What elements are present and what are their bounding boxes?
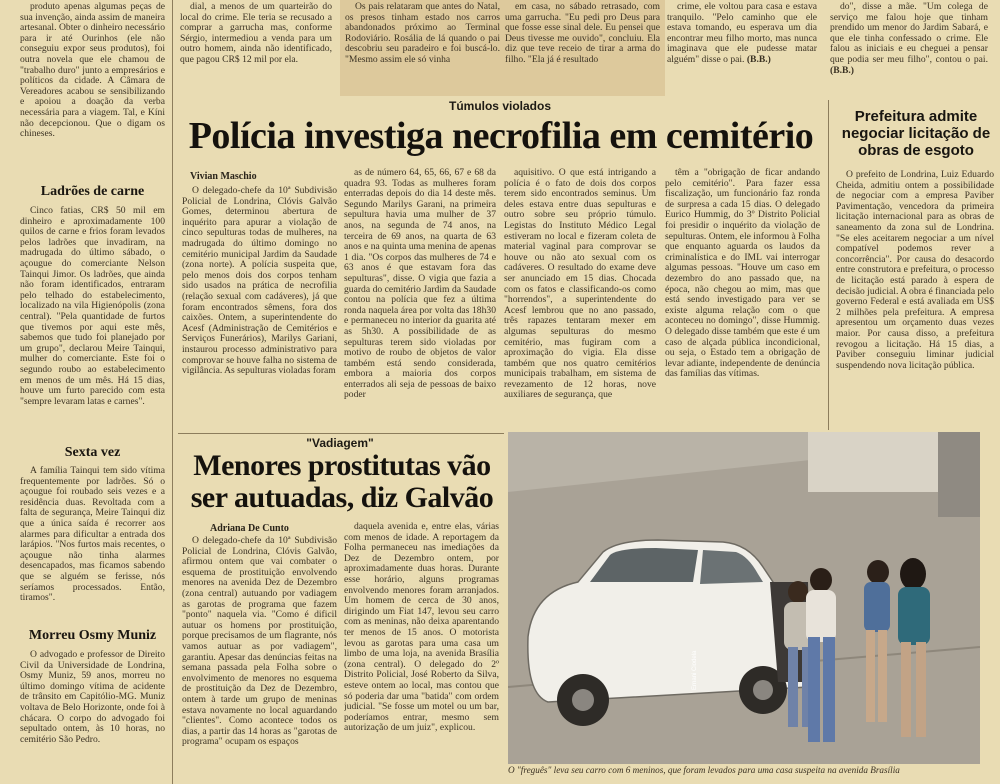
top-strip-col1-text: dial, a menos de um quarteirão do local do crime. Ele teria se recusado a comprar a garrucha mas, conforme Sérgio, intermediou a venda para um outro homem, ainda não identificado, que pagou CR$ 12 mil por ela.	[180, 2, 332, 65]
photo-caption: O "freguês" leva seu carro com 6 meninos, que foram levados para uma casa suspeita na avenida Brasília	[508, 765, 900, 775]
column-rule-left	[172, 0, 173, 784]
main-story-byline: Vivian Maschio	[190, 171, 257, 182]
left-top-article-text: produto apenas algumas peças de sua invenção, ainda assim de maneira artesanal. Obter o dinheiro necessário para ir até Ourinhos (ele não conseguiu expor seus produtos), foi outra novela que ele chamou de "trabalho duro" junto a empresários e políticos da cidade. A Câmara de Vereadores acabou se sensibilizando e apoiou a doação da verba necessária para a viagem. Tal, e Kíni não decepcionou. Que o digam os chineses.	[20, 2, 165, 140]
second-story-byline: Adriana De Cunto	[210, 523, 289, 534]
ladroes-heading: Ladrões de carne	[40, 184, 145, 199]
top-strip-col4-signature: (B.B.)	[746, 53, 771, 65]
main-story-kicker: Túmulos violados	[448, 99, 551, 113]
sexta-vez-article-text: A família Tainqui tem sido vítima frequentemente por ladrões. Só o açougue foi roubado seis vezes e a residência duas. Revoltada com a falta de segurança, Meire Tainqui diz que a única saída é recorrer aos alarmes para dificultar a entrada dos larápios. "Nos furtos mais recentes, o açougue não tinha alarmes desencapados, mas ficamos sabendo que se alguém se ferisse, nós seríamos processados. Então, tiramos".	[20, 466, 165, 604]
main-story-col2	[344, 168, 496, 430]
section-divider	[178, 433, 504, 434]
sexta-vez-article	[20, 466, 165, 624]
left-top-article	[20, 2, 165, 178]
second-story-kicker: "Vadiagem"	[306, 436, 374, 450]
side-story-body-text: O prefeito de Londrina, Luiz Eduardo Cheida, admitiu ontem a possibilidade de negociar com a empresa Paviber Pavimentação, vencedora da primeira licitação internacional para as obras de saneamento da zona sul de Londrina. "Se eles aceitarem negociar a um nível compatível podemos rever a concorrência". Por causa do desacordo entre construtora e prefeitura, o processo de licitação está parado à espera de decisão judicial. A obra é financiada pelo governo Federal e está avaliada em US$ 2 milhões pela prefeitura. A empresa apresentou um orçamento duas vezes maior. Por causa disso, a prefeitura revogou a licitação. Há 15 dias, a Paviber conseguiu liminar judicial suspendendo nova licitação pública.	[836, 170, 994, 371]
top-strip-col4-text: crime, ele voltou para casa e estava tranquilo. "Pelo caminho que ele estava tomando, eu esperava um dia encontrar meu filho morto, mas nunca imaginava que ele pudesse matar alguém" disse o pai.	[667, 2, 817, 65]
second-story-col1-text: O delegado-chefe da 10ª Subdivisão Policial de Londrina, Clóvis Galvão, afirmou ontem que vai combater o esquema de prostituição envolvendo menores na avenida Dez de Dezembro (zona central) autuando por vadiagem as garotas de programa que fazem "ponto" naquela via. "Como é dificil autuar os homens por prostituição, porque precisamos de um flagrante, nós vamos autuar as por vadiagem", garantiu. Apesar das denúncias feitas na semana passada pela Folha sobre o envolvimento de menores no esquema de prostituição da Dez de Dezembro, ontem à tarde um grupo de meninas estava novamente no local aguardando "clientes". Como acontece todos os dias, a partir das 14 horas as "garotas de programa" ocupam os espaços	[182, 536, 337, 748]
top-strip-col2	[345, 2, 500, 94]
osmy-muniz-article	[20, 650, 165, 780]
second-story-col2	[344, 522, 499, 782]
top-strip-col4	[667, 2, 817, 94]
second-story-col2-text: daquela avenida e, entre elas, várias com menos de idade. A reportagem da Folha permaneceu nas imediações da Dez de Dezembro ontem, por aproximadamente duas horas. Durante esse horário, alguns programas envolvendo menores foram arranjados. Um homem de cerca de 30 anos, dirigindo um Fiat 147, levou seu carro com as meninas, não deixa aparentando ter menos de 15 anos. O motorista levou as garotas para uma casa um limbo de uma loja, na avenida Brasília (zona central). O delegado do 2º Distrito Policial, José Roberto da Silva, esteve ontem ao local, mas contou que só poderia dar uma "batida" com ordem judicial. "Se fosse um motel ou um bar, poderíamos entrar, mesmo sem autorização de um juiz", explicou.	[344, 522, 499, 734]
top-strip-col5-signature: (B.B.)	[830, 64, 854, 76]
street-photo-illustration	[508, 432, 980, 764]
osmy-muniz-article-text: O advogado e professor de Direito Civil da Universidade de Londrina, Osmy Muniz, 59 anos, morreu no último domingo vítima de acidente de trânsito em Capitólio-MG. Muniz voltava de Belo Horizonte, onde foi à chácara. O corpo do advogado foi sepultado ontem, às 10 horas, no cemitério São Pedro.	[20, 650, 165, 745]
top-strip-col1	[180, 2, 332, 94]
side-story-headline: Prefeitura admite negociar licitação de obras de esgoto	[841, 108, 991, 159]
ladroes-article	[20, 206, 165, 440]
osmy-muniz-heading: Morreu Osmy Muniz	[28, 628, 157, 643]
top-strip-col3	[505, 2, 660, 94]
photo-credit: Ernani Ciodela	[692, 650, 698, 690]
top-strip-col5-text: do", disse a mãe. "Um colega de serviço me falou hoje que tinham prendido um menor do Jardim Sabará, e que ele tinha confessado o crime. Ele falou as iniciais e eu cheguei a pensar que podia ser meu filho", contou o pai.	[830, 2, 988, 65]
side-story-body	[836, 170, 994, 428]
main-story-col2-text: as de número 64, 65, 66, 67 e 68 da quadra 93. Todas as mulheres foram enterradas depois do dia 14 deste mês. Segundo Marilys Garani, na primeira sepultura havia uma mulher de 37 anos, na segunda de 74 anos, na terceira de 69 anos, na quarta de 63 anos e na quinta uma menina de apenas 1 dia. "Os corpos das mulheres de 74 e 63 anos é que estavam fora das sepulturas", disse. O vigia que fazia a guarda do cemitério Jardim da Saudade contou na polícia que fez a última ronda naquela área por volta das 18h30 e permaneceu no interior da guarita até as 5h30. A possibilidade de as sepulturas terem sido violadas por motivo de roubo de objetos de valor também está sendo considerada, embora a maioria dos corpos enterrados ali seja de pessoas de baixo poder	[344, 168, 496, 401]
main-story-col4	[665, 168, 820, 430]
street-photo	[508, 432, 980, 764]
main-story-headline: Polícia investiga necrofilia em cemitério	[188, 115, 814, 157]
column-rule-right	[828, 100, 829, 430]
second-story-headline: Menores prostitutas vão ser autuadas, diz Galvão	[190, 450, 494, 514]
main-story-col3-text: aquisitivo. O que está intrigando a polícia é o fato de dois dos corpos terem sido encontrados seminus. Um deles estava entre duas sepulturas e outro sobre seu próprio túmulo. Legistas do Instituto Médico Legal estiveram no local e fizeram coleta de material vaginal para comprovar se houve ou não ato sexual com os cadáveres. O resultado do exame deve ser anunciado em 15 dias. Chocada com os fatos e classificando-os como "horrendos", a superintendente do Acesf lembrou que no ano passado, três rapazes tentaram mexer em algumas sepulturas do mesmo cemitério, mas fugiram com a aproximação do vigia. Ela disse também que nos quatro cemitérios municipais trabalham, em sistema de revezamento de 12 horas, nove auxiliares de segurança, que	[504, 168, 656, 401]
top-strip-col2-text: Os pais relataram que antes do Natal, os presos tinham estado nos carros abandonados próximo ao Terminal Rodoviário. Rosália de lá quando o pai descobriu seu paradeiro e foi buscá-lo. "Mesmo assim ele só vinha	[345, 2, 500, 65]
sexta-vez-heading: Sexta vez	[64, 445, 121, 460]
top-strip-col3-text: em casa, no sábado retrasado, com uma garrucha. "Eu pedi pro Deus para que fosse esse sinal dele. Eu pensei que Deus tivesse me ouvido", concluiu. Ela diz que teve receio de tirar a arma do filho. "Ela já é resultado	[505, 2, 660, 65]
main-story-col4-text: têm a "obrigação de ficar andando pelo cemitério". Para fazer essa fiscalização, um funcionário faz ronda de surpresa a cada 15 dias. O delegado Eurico Hummig, do 3º Distrito Policial foi presidir o inquérito da violação de sepulturas. Ontem, ele informou à Folha que enquanto aguarda os laudos da criminalística e do IML vai interrogar algumas pessoas. "Houve um caso em dezembro do ano passado que, na época, não chegou ao mim, mas que está sendo investigado para ver se existe alguma relação com o que aconteceu no domingo", disse Hummig. O delegado disse também que este é um caso de alçada pública incondicional, ou seja, o Estado tem a obrigação de levar adiante, independente de denúncia das famílias das vítimas.	[665, 168, 820, 380]
ladroes-article-text: Cinco fatias, CR$ 50 mil em dinheiro e aproximadamente 100 quilos de carne e frios foram levados pelos ladrões que invadiram, na madrugada do último sábado, o açougue do comerciante Nelson Tainqui Jimor. Os ladrões, que ainda não foram identificados, entraram pelo telhado do estabelecimento, localizado na vila Higienópolis (zona central). "Pela quantidade de furtos que tivemos por aqui este mês, sabemos que tudo foi planejado por um grupo", declarou Meire Tainqui, mulher do comerciante. Este foi o segundo roubo ao estabelecimento em menos de um mês. Há 15 dias, houve um furto parecido com esta "sempre levaram latas e carnes".	[20, 206, 165, 407]
main-story-col3	[504, 168, 656, 430]
main-story-col1-text: O delegado-chefe da 10ª Subdivisão Policial de Londrina, Clóvis Galvão Gomes, determinou abertura de inquérito para apurar a violação de cinco sepulturas todas de mulheres, na madrugada do último domingo no cemitério municipal Jardim da Saudade (zona norte). A polícia suspeita que, pelo menos dois dos corpos tenham sido usados na prática de necrofilia (relação sexual com cadáveres), já que foram encontrados sêmens, fora dos caixões. Ontem, a superintendente do Acesf (Administração de Cemitérios e Serviços Funerários), Marilys Gariani, instaurou processo administrativo para comprovar se houve falha no sistema de vigilância. As sepulturas violadas foram	[182, 186, 337, 377]
main-story-col1	[182, 186, 337, 430]
second-story-col1	[182, 536, 337, 782]
top-strip-col5	[830, 2, 988, 94]
